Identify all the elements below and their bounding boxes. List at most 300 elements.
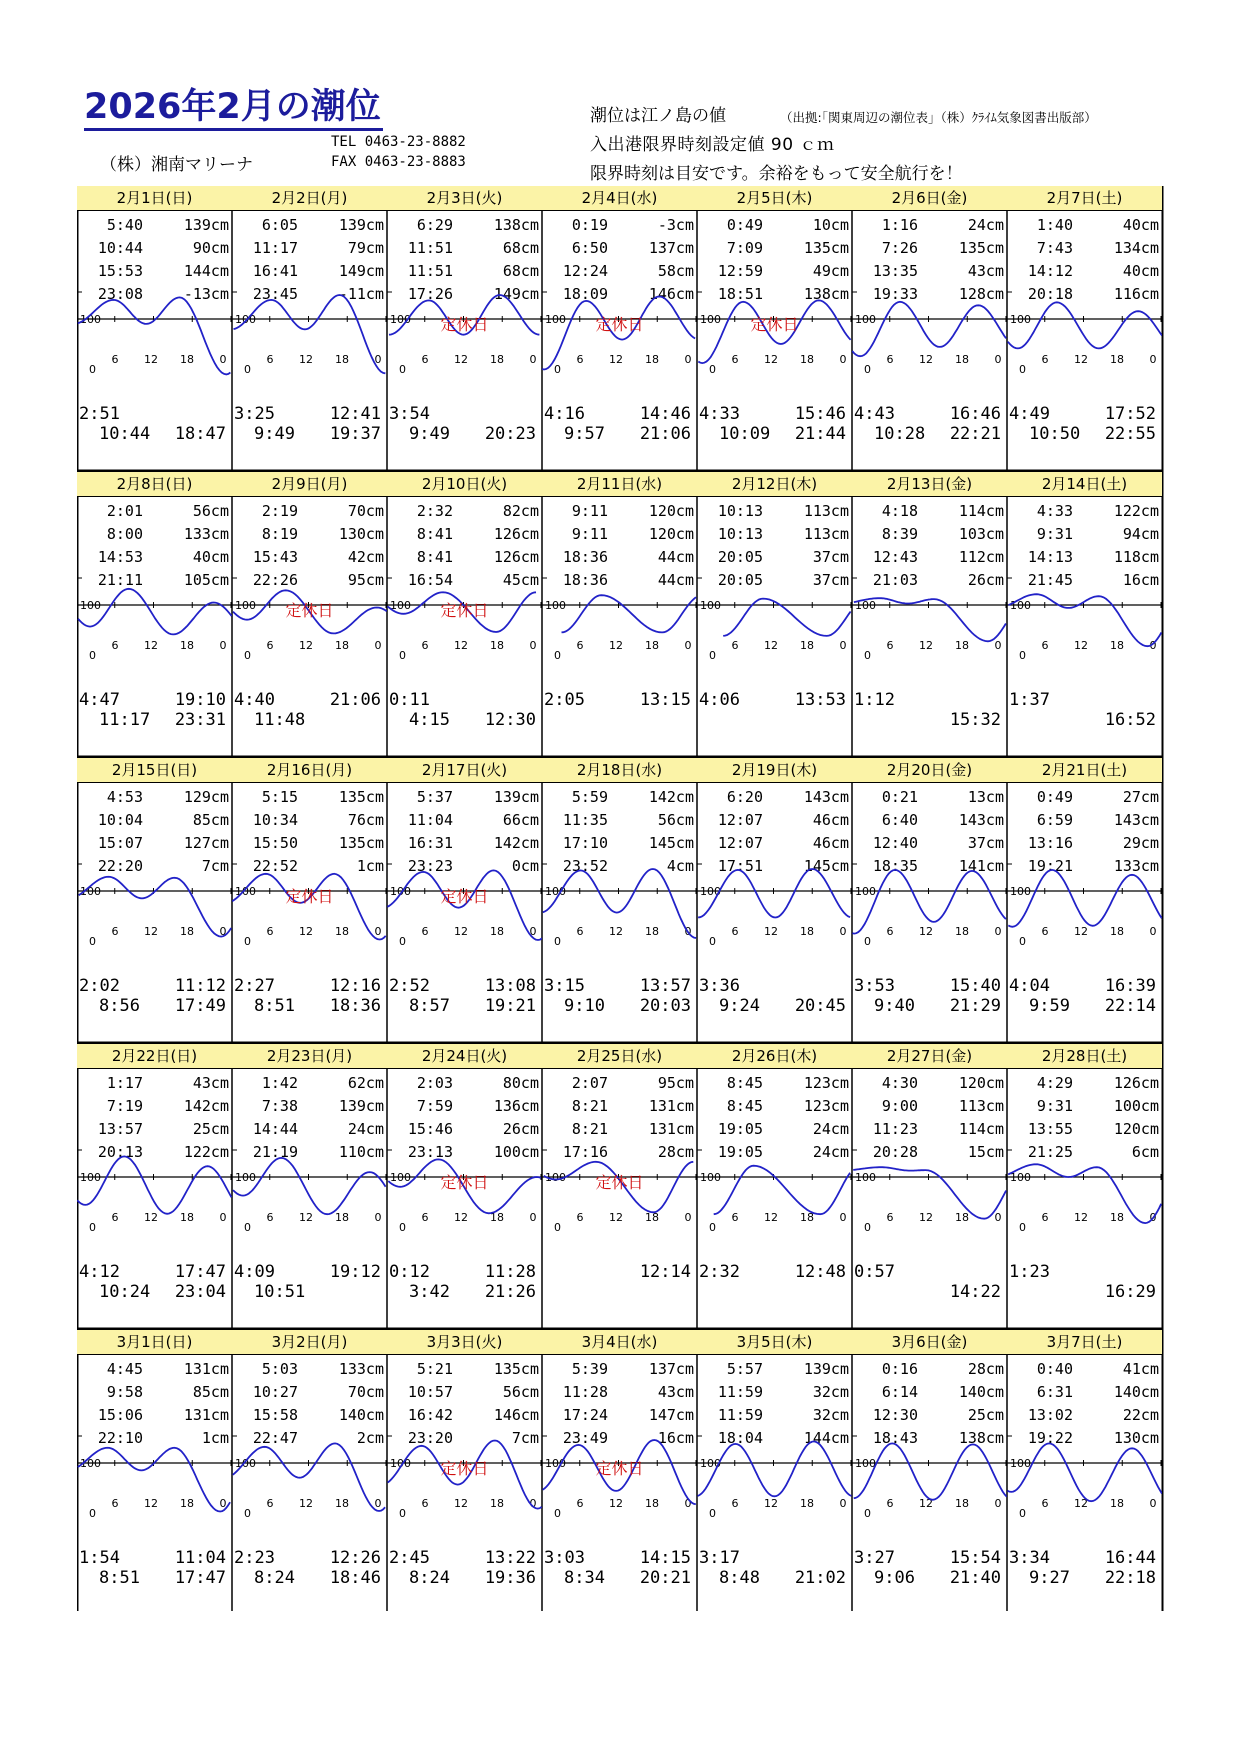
axis-label-100: 100 xyxy=(80,313,101,326)
tide-height: 85cm xyxy=(192,811,229,829)
limit-time: 3:17 xyxy=(699,1548,740,1568)
axis-tick-label: 18 xyxy=(955,1497,969,1510)
axis-tick-label: 0 xyxy=(219,925,227,938)
tide-height: 7cm xyxy=(201,857,229,875)
limit-time: 1:12 xyxy=(854,690,895,710)
axis-label-0: 0 xyxy=(244,1221,251,1234)
tide-height: 24cm xyxy=(967,216,1004,234)
limit-time: 14:46 xyxy=(639,404,691,424)
tide-time: 5:37 xyxy=(416,788,453,806)
limit-time: 8:24 xyxy=(254,1568,295,1588)
day-header: 2月14日(土) xyxy=(1007,472,1162,497)
axis-label-100: 100 xyxy=(80,1171,101,1184)
tide-time: 11:17 xyxy=(252,239,298,257)
tide-time: 12:40 xyxy=(872,834,918,852)
day-header: 3月7日(土) xyxy=(1007,1330,1162,1355)
tide-time: 22:52 xyxy=(252,857,298,875)
tide-time: 8:21 xyxy=(571,1097,608,1115)
tide-time: 6:20 xyxy=(726,788,763,806)
tide-height: 135cm xyxy=(338,788,384,806)
tide-height: 32cm xyxy=(812,1406,849,1424)
day-header: 2月27日(金) xyxy=(852,1044,1007,1069)
axis-tick-label: 6 xyxy=(886,925,894,938)
axis-tick-label: 18 xyxy=(1110,639,1124,652)
tide-height: 149cm xyxy=(338,262,384,280)
axis-tick-label: 18 xyxy=(1110,353,1124,366)
tide-time: 15:53 xyxy=(97,262,143,280)
limit-time: 4:40 xyxy=(234,690,275,710)
tide-time: 21:03 xyxy=(872,571,918,589)
axis-tick-label: 12 xyxy=(1074,353,1088,366)
tide-height: 105cm xyxy=(183,571,229,589)
tide-time: 4:45 xyxy=(106,1360,143,1378)
axis-tick-label: 6 xyxy=(111,353,119,366)
tide-time: 1:17 xyxy=(106,1074,143,1092)
axis-tick-label: 6 xyxy=(421,1211,429,1224)
tide-time: 7:38 xyxy=(261,1097,298,1115)
tide-height: 116cm xyxy=(1113,285,1159,303)
tide-time: 12:43 xyxy=(872,548,918,566)
axis-tick-label: 12 xyxy=(454,1211,468,1224)
limit-time: 16:46 xyxy=(949,404,1001,424)
day-cell xyxy=(542,186,697,470)
tide-height: 44cm xyxy=(657,548,694,566)
day-header: 2月26日(木) xyxy=(697,1044,852,1069)
tide-height: 2cm xyxy=(356,1429,384,1447)
axis-tick-label: 12 xyxy=(609,925,623,938)
limit-time: 10:24 xyxy=(99,1282,151,1302)
axis-tick-label: 12 xyxy=(764,639,778,652)
tide-height: 56cm xyxy=(192,502,229,520)
tide-height: 16cm xyxy=(1122,571,1159,589)
tide-height: 123cm xyxy=(803,1074,849,1092)
axis-tick-label: 18 xyxy=(335,639,349,652)
limit-time: 4:49 xyxy=(1009,404,1050,424)
axis-label-100: 100 xyxy=(855,885,876,898)
tide-height: 141cm xyxy=(958,857,1004,875)
tide-curve-chart xyxy=(1007,854,1162,954)
tide-time: 7:26 xyxy=(881,239,918,257)
tide-time: 0:40 xyxy=(1036,1360,1073,1378)
tide-time: 14:53 xyxy=(97,548,143,566)
limit-time: 15:54 xyxy=(949,1548,1001,1568)
limit-time: 1:37 xyxy=(1009,690,1050,710)
limit-time: 13:22 xyxy=(484,1548,536,1568)
tide-time: 17:51 xyxy=(717,857,763,875)
limit-time: 10:51 xyxy=(254,1282,306,1302)
tide-time: 6:05 xyxy=(261,216,298,234)
axis-label-0: 0 xyxy=(864,1507,871,1520)
axis-label-0: 0 xyxy=(709,363,716,376)
axis-tick-label: 6 xyxy=(111,1211,119,1224)
tide-height: 43cm xyxy=(192,1074,229,1092)
axis-tick-label: 18 xyxy=(645,353,659,366)
axis-label-100: 100 xyxy=(545,1171,566,1184)
tide-height: 127cm xyxy=(183,834,229,852)
axis-label-100: 100 xyxy=(235,599,256,612)
day-cell xyxy=(1007,1330,1162,1614)
holiday-label: 定休日 xyxy=(440,887,489,906)
limit-time: 11:12 xyxy=(174,976,226,996)
axis-label-100: 100 xyxy=(855,1457,876,1470)
day-header: 2月13日(金) xyxy=(852,472,1007,497)
axis-label-100: 100 xyxy=(235,1171,256,1184)
tide-time: 0:16 xyxy=(881,1360,918,1378)
limit-time: 21:44 xyxy=(794,424,846,444)
tide-time: 4:53 xyxy=(106,788,143,806)
limit-time: 22:55 xyxy=(1104,424,1156,444)
day-cell xyxy=(232,1330,387,1614)
tide-curve-chart xyxy=(542,568,697,668)
tide-height: 113cm xyxy=(803,525,849,543)
axis-tick-label: 6 xyxy=(731,1211,739,1224)
axis-tick-label: 18 xyxy=(645,1497,659,1510)
limit-time: 4:15 xyxy=(409,710,450,730)
limit-time: 9:49 xyxy=(254,424,295,444)
axis-tick-label: 18 xyxy=(800,1211,814,1224)
tide-height: 25cm xyxy=(192,1120,229,1138)
limit-time: 3:03 xyxy=(544,1548,585,1568)
limit-time: 17:47 xyxy=(174,1568,226,1588)
axis-tick-label: 18 xyxy=(180,353,194,366)
tide-time: 18:04 xyxy=(717,1429,763,1447)
tide-curve-chart xyxy=(697,1140,852,1240)
limit-time: 12:14 xyxy=(639,1262,691,1282)
tide-time: 15:50 xyxy=(252,834,298,852)
limit-time: 1:23 xyxy=(1009,1262,1050,1282)
limit-time: 14:22 xyxy=(949,1282,1001,1302)
limit-time: 4:06 xyxy=(699,690,740,710)
tide-curve-chart xyxy=(232,1140,387,1240)
axis-tick-label: 0 xyxy=(994,1211,1002,1224)
tide-curve-chart xyxy=(1007,568,1162,668)
axis-label-0: 0 xyxy=(89,1507,96,1520)
tide-time: 6:31 xyxy=(1036,1383,1073,1401)
tide-time: 1:16 xyxy=(881,216,918,234)
tide-height: 144cm xyxy=(803,1429,849,1447)
tide-time: 20:28 xyxy=(872,1143,918,1161)
tide-curve xyxy=(1008,870,1162,927)
tide-height: 43cm xyxy=(967,262,1004,280)
tide-height: -3cm xyxy=(657,216,694,234)
tide-time: 2:19 xyxy=(261,502,298,520)
axis-label-0: 0 xyxy=(399,1507,406,1520)
axis-label-100: 100 xyxy=(390,313,411,326)
limit-time: 21:06 xyxy=(329,690,381,710)
tide-height: 114cm xyxy=(958,1120,1004,1138)
axis-tick-label: 6 xyxy=(421,925,429,938)
limit-time: 8:56 xyxy=(99,996,140,1016)
axis-label-100: 100 xyxy=(545,1457,566,1470)
tide-time: 18:35 xyxy=(872,857,918,875)
tide-height: 114cm xyxy=(958,502,1004,520)
axis-tick-label: 12 xyxy=(919,1211,933,1224)
tide-time: 15:43 xyxy=(252,548,298,566)
tide-height: 49cm xyxy=(812,262,849,280)
tide-curve-chart xyxy=(77,1426,232,1526)
axis-tick-label: 18 xyxy=(490,639,504,652)
tide-time: 5:57 xyxy=(726,1360,763,1378)
day-header: 2月22日(日) xyxy=(77,1044,232,1069)
day-cell xyxy=(77,1330,232,1614)
tide-curve xyxy=(852,302,1006,356)
axis-label-100: 100 xyxy=(80,599,101,612)
axis-label-0: 0 xyxy=(864,649,871,662)
limit-time: 2:27 xyxy=(234,976,275,996)
axis-tick-label: 6 xyxy=(886,639,894,652)
limit-time: 16:44 xyxy=(1104,1548,1156,1568)
limit-time: 0:57 xyxy=(854,1262,895,1282)
axis-tick-label: 12 xyxy=(144,1211,158,1224)
tide-height: 140cm xyxy=(1113,1383,1159,1401)
limit-time: 20:23 xyxy=(484,424,536,444)
tide-time: 12:07 xyxy=(717,834,763,852)
tide-height: 146cm xyxy=(493,1406,539,1424)
axis-tick-label: 6 xyxy=(576,353,584,366)
axis-label-100: 100 xyxy=(855,599,876,612)
limit-time: 9:40 xyxy=(874,996,915,1016)
axis-tick-label: 12 xyxy=(1074,1211,1088,1224)
tide-curve xyxy=(233,1158,386,1214)
company-name: （株）湘南マリーナ xyxy=(100,155,253,175)
day-header: 2月11日(水) xyxy=(542,472,697,497)
limit-time: 17:49 xyxy=(174,996,226,1016)
tide-time: 1:40 xyxy=(1036,216,1073,234)
tel-number: TEL 0463-23-8882 xyxy=(331,134,466,150)
tide-curve-chart xyxy=(1007,1426,1162,1526)
axis-label-100: 100 xyxy=(1010,885,1031,898)
tide-height: 26cm xyxy=(502,1120,539,1138)
tide-time: 22:10 xyxy=(97,1429,143,1447)
axis-tick-label: 18 xyxy=(955,353,969,366)
axis-tick-label: 12 xyxy=(299,639,313,652)
axis-tick-label: 6 xyxy=(576,1497,584,1510)
limit-time: 3:54 xyxy=(389,404,430,424)
day-cell xyxy=(77,472,232,756)
tide-height: 25cm xyxy=(967,1406,1004,1424)
axis-label-100: 100 xyxy=(545,599,566,612)
day-cell xyxy=(387,472,542,756)
axis-tick-label: 12 xyxy=(764,1211,778,1224)
tide-time: 11:59 xyxy=(717,1383,763,1401)
limit-time: 9:57 xyxy=(564,424,605,444)
axis-tick-label: 18 xyxy=(1110,925,1124,938)
axis-tick-label: 6 xyxy=(1041,353,1049,366)
day-header: 2月20日(金) xyxy=(852,758,1007,783)
tide-time: 4:30 xyxy=(881,1074,918,1092)
tide-time: 11:23 xyxy=(872,1120,918,1138)
axis-label-0: 0 xyxy=(89,935,96,948)
limit-time: 23:04 xyxy=(174,1282,226,1302)
limit-time: 9:27 xyxy=(1029,1568,1070,1588)
tide-height: 76cm xyxy=(347,811,384,829)
day-header: 2月25日(水) xyxy=(542,1044,697,1069)
tide-height: 40cm xyxy=(1122,216,1159,234)
day-cell xyxy=(1007,1044,1162,1328)
axis-tick-label: 12 xyxy=(919,639,933,652)
tide-height: 122cm xyxy=(183,1143,229,1161)
axis-tick-label: 12 xyxy=(1074,639,1088,652)
tide-height: 37cm xyxy=(812,571,849,589)
tide-height: 37cm xyxy=(812,548,849,566)
limit-time: 14:15 xyxy=(639,1548,691,1568)
holiday-label: 定休日 xyxy=(595,1459,644,1478)
tide-time: 4:18 xyxy=(881,502,918,520)
tide-curve-chart xyxy=(232,282,387,382)
axis-tick-label: 18 xyxy=(180,925,194,938)
limit-time: 17:52 xyxy=(1104,404,1156,424)
tide-height: 66cm xyxy=(502,811,539,829)
source-credit: （出拠:｢関東周辺の潮位表｣（株）ｸﾗｲﾑ気象図書出版部） xyxy=(780,110,1097,125)
axis-label-0: 0 xyxy=(399,1221,406,1234)
axis-tick-label: 6 xyxy=(1041,639,1049,652)
axis-tick-label: 18 xyxy=(335,1497,349,1510)
day-cell xyxy=(232,472,387,756)
tide-height: 0cm xyxy=(511,857,539,875)
tide-time: 22:20 xyxy=(97,857,143,875)
axis-tick-label: 12 xyxy=(609,1211,623,1224)
tide-time: 17:26 xyxy=(407,285,453,303)
tide-time: 23:52 xyxy=(562,857,608,875)
tide-time: 16:41 xyxy=(252,262,298,280)
axis-tick-label: 0 xyxy=(839,353,847,366)
tide-height: 16cm xyxy=(657,1429,694,1447)
axis-tick-label: 18 xyxy=(180,639,194,652)
day-header: 2月15日(日) xyxy=(77,758,232,783)
limit-time: 13:57 xyxy=(639,976,691,996)
axis-tick-label: 0 xyxy=(529,1497,537,1510)
limit-time: 16:29 xyxy=(1104,1282,1156,1302)
day-cell xyxy=(387,1044,542,1328)
tide-time: 18:36 xyxy=(562,548,608,566)
tide-height: 100cm xyxy=(1113,1097,1159,1115)
axis-tick-label: 0 xyxy=(1149,639,1157,652)
axis-tick-label: 18 xyxy=(335,1211,349,1224)
tide-curve-chart xyxy=(697,568,852,668)
tide-height: 28cm xyxy=(967,1360,1004,1378)
axis-tick-label: 18 xyxy=(490,925,504,938)
tide-time: 11:28 xyxy=(562,1383,608,1401)
tide-time: 10:27 xyxy=(252,1383,298,1401)
day-cell xyxy=(232,186,387,470)
axis-label-100: 100 xyxy=(1010,599,1031,612)
limit-time: 12:41 xyxy=(329,404,381,424)
day-header: 2月28日(土) xyxy=(1007,1044,1162,1069)
tide-height: 62cm xyxy=(347,1074,384,1092)
axis-tick-label: 0 xyxy=(1149,925,1157,938)
tide-time: 5:21 xyxy=(416,1360,453,1378)
tide-time: 9:58 xyxy=(106,1383,143,1401)
axis-tick-label: 0 xyxy=(219,1497,227,1510)
axis-tick-label: 0 xyxy=(839,1497,847,1510)
axis-label-100: 100 xyxy=(80,885,101,898)
tide-time: 6:59 xyxy=(1036,811,1073,829)
tide-time: 9:11 xyxy=(571,525,608,543)
tide-height: 135cm xyxy=(958,239,1004,257)
tide-time: 10:57 xyxy=(407,1383,453,1401)
tide-height: 126cm xyxy=(493,548,539,566)
limit-time: 2:51 xyxy=(79,404,120,424)
limit-time: 12:16 xyxy=(329,976,381,996)
axis-tick-label: 0 xyxy=(374,1497,382,1510)
tide-height: 120cm xyxy=(1113,1120,1159,1138)
day-cell xyxy=(542,1044,697,1328)
tide-height: 112cm xyxy=(958,548,1004,566)
tide-time: 10:13 xyxy=(717,502,763,520)
axis-tick-label: 0 xyxy=(374,925,382,938)
tide-curve-chart xyxy=(852,282,1007,382)
tide-height: 145cm xyxy=(648,834,694,852)
limit-time: 8:51 xyxy=(99,1568,140,1588)
axis-label-0: 0 xyxy=(864,935,871,948)
tide-height: 135cm xyxy=(338,834,384,852)
day-header: 2月9日(月) xyxy=(232,472,387,497)
tide-height: 110cm xyxy=(338,1143,384,1161)
axis-tick-label: 12 xyxy=(609,353,623,366)
axis-label-0: 0 xyxy=(89,363,96,376)
limit-time: 4:47 xyxy=(79,690,120,710)
limit-time: 18:46 xyxy=(329,1568,381,1588)
tide-time: 9:00 xyxy=(881,1097,918,1115)
tide-height: 70cm xyxy=(347,1383,384,1401)
axis-tick-label: 6 xyxy=(576,639,584,652)
tide-time: 21:45 xyxy=(1027,571,1073,589)
tide-time: 8:45 xyxy=(726,1074,763,1092)
tide-time: 20:05 xyxy=(717,571,763,589)
limit-time: 12:48 xyxy=(794,1262,846,1282)
axis-tick-label: 6 xyxy=(731,353,739,366)
fax-number: FAX 0463-23-8883 xyxy=(331,154,466,170)
axis-label-0: 0 xyxy=(399,363,406,376)
tide-time: 7:59 xyxy=(416,1097,453,1115)
tide-time: 18:43 xyxy=(872,1429,918,1447)
limit-time: 2:32 xyxy=(699,1262,740,1282)
axis-label-0: 0 xyxy=(864,1221,871,1234)
axis-tick-label: 0 xyxy=(684,639,692,652)
axis-label-100: 100 xyxy=(700,313,721,326)
axis-tick-label: 0 xyxy=(994,639,1002,652)
axis-tick-label: 6 xyxy=(1041,1211,1049,1224)
limit-time: 15:32 xyxy=(949,710,1001,730)
tide-time: 11:51 xyxy=(407,262,453,280)
tide-height: 133cm xyxy=(183,525,229,543)
tide-time: 0:21 xyxy=(881,788,918,806)
axis-label-100: 100 xyxy=(390,1457,411,1470)
tide-source-note: 潮位は江ノ島の値 xyxy=(590,106,726,126)
day-header: 2月17日(火) xyxy=(387,758,542,783)
tide-height: 130cm xyxy=(338,525,384,543)
axis-tick-label: 0 xyxy=(684,925,692,938)
axis-tick-label: 0 xyxy=(529,639,537,652)
tide-time: 11:04 xyxy=(407,811,453,829)
tide-time: 8:45 xyxy=(726,1097,763,1115)
limit-time: 17:47 xyxy=(174,1262,226,1282)
axis-tick-label: 0 xyxy=(219,1211,227,1224)
tide-height: 103cm xyxy=(958,525,1004,543)
tide-time: 0:49 xyxy=(726,216,763,234)
axis-label-100: 100 xyxy=(700,1457,721,1470)
tide-height: 85cm xyxy=(192,1383,229,1401)
limit-time: 8:24 xyxy=(409,1568,450,1588)
tide-height: 44cm xyxy=(657,571,694,589)
limit-time: 12:30 xyxy=(484,710,536,730)
axis-tick-label: 0 xyxy=(994,925,1002,938)
day-cell xyxy=(1007,758,1162,1042)
tide-height: 6cm xyxy=(1131,1143,1159,1161)
limit-time: 19:10 xyxy=(174,690,226,710)
tide-time: 7:09 xyxy=(726,239,763,257)
axis-tick-label: 6 xyxy=(266,353,274,366)
